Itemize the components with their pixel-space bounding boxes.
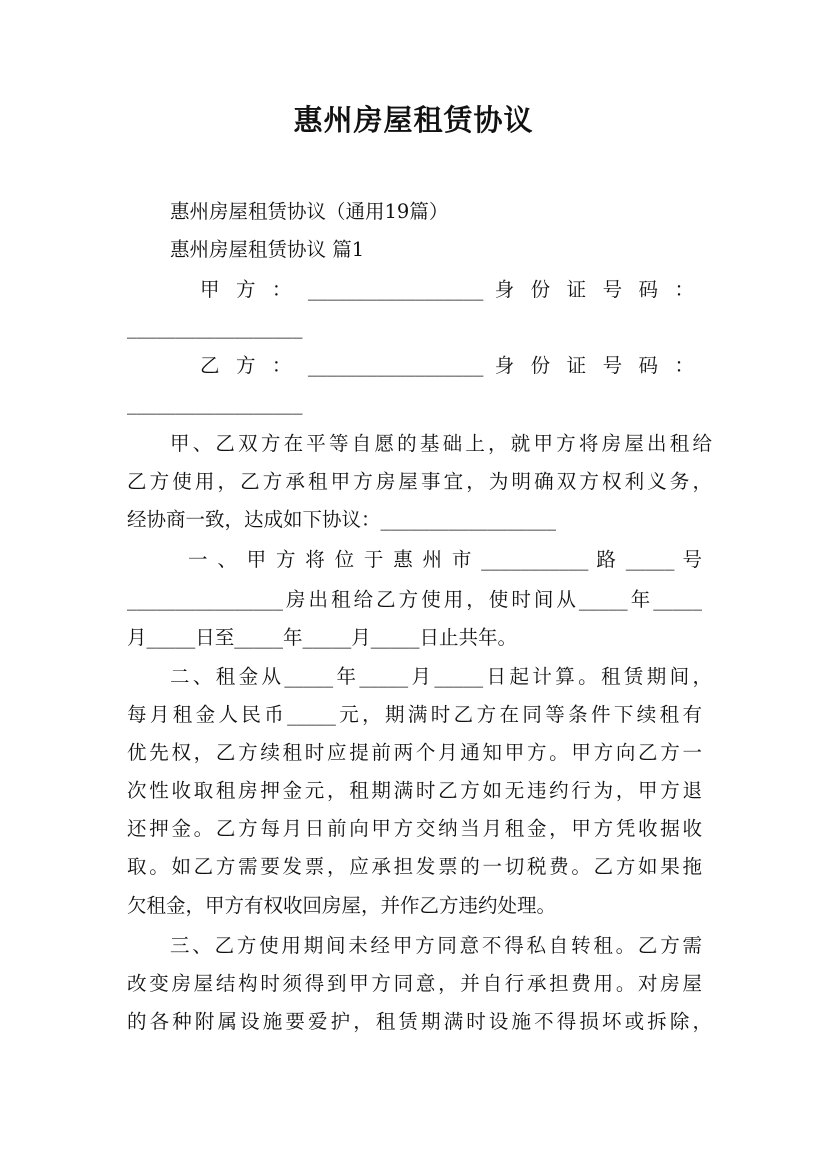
paragraph-line: 乙方使用，乙方承租甲方房屋事宜，为明确双方权利义务， bbox=[127, 470, 712, 493]
subtitle-line: 惠州房屋租赁协议（通用19篇） bbox=[170, 200, 449, 223]
clause-2-line: 次性收取租房押金元，租期满时乙方如无违约行为，甲方退 bbox=[127, 779, 702, 802]
party-a-id-blank: __________________ bbox=[127, 316, 303, 339]
paragraph-line: 甲、乙双方在平等自愿的基础上，就甲方将房屋出租给 bbox=[170, 432, 712, 455]
clause-2-line: 二、租金从_____年_____月_____日起计算。租赁期间， bbox=[170, 665, 712, 688]
party-b-id-blank: __________________ bbox=[127, 392, 303, 415]
clause-1-line: 月_____日至_____年_____月_____日止共年。 bbox=[127, 626, 518, 649]
clause-2-line: 每月租金人民币_____元，期满时乙方在同等条件下续租有 bbox=[127, 703, 702, 726]
section-heading: 惠州房屋租赁协议 篇1 bbox=[170, 238, 365, 261]
clause-1-line: ________________房出租给乙方使用，使时间从_____年_____ bbox=[127, 588, 702, 611]
clause-2-line: 欠租金，甲方有权收回房屋，并作乙方违约处理。 bbox=[127, 894, 557, 917]
clause-3-line: 改变房屋结构时须得到甲方同意，并自行承担费用。对房屋 bbox=[127, 972, 702, 995]
clause-2-line: 还押金。乙方每月日前向甲方交纳当月租金，甲方凭收据收 bbox=[127, 817, 702, 840]
document-title: 惠州房屋租赁协议 bbox=[293, 103, 534, 137]
clause-2-line: 取。如乙方需要发票，应承担发票的一切税费。乙方如果拖 bbox=[127, 855, 702, 878]
party-a-line: 甲 方 ： __________________ 身 份 证 号 码 ： bbox=[200, 278, 694, 301]
paragraph-line: 经协商一致，达成如下协议：__________________ bbox=[127, 508, 557, 531]
clause-3-line: 的各种附属设施要爱护，租赁期满时设施不得损坏或拆除， bbox=[127, 1010, 712, 1033]
clause-3-line: 三、乙方使用期间未经甲方同意不得私自转租。乙方需 bbox=[170, 934, 702, 957]
party-b-line: 乙 方 ： __________________ 身 份 证 号 码 ： bbox=[200, 354, 694, 377]
clause-1-line: 一 、 甲 方 将 位 于 惠 州 市 ___________ 路 _____ 号 bbox=[188, 548, 702, 571]
clause-2-line: 优先权，乙方续租时应提前两个月通知甲方。甲方向乙方一 bbox=[127, 741, 702, 764]
